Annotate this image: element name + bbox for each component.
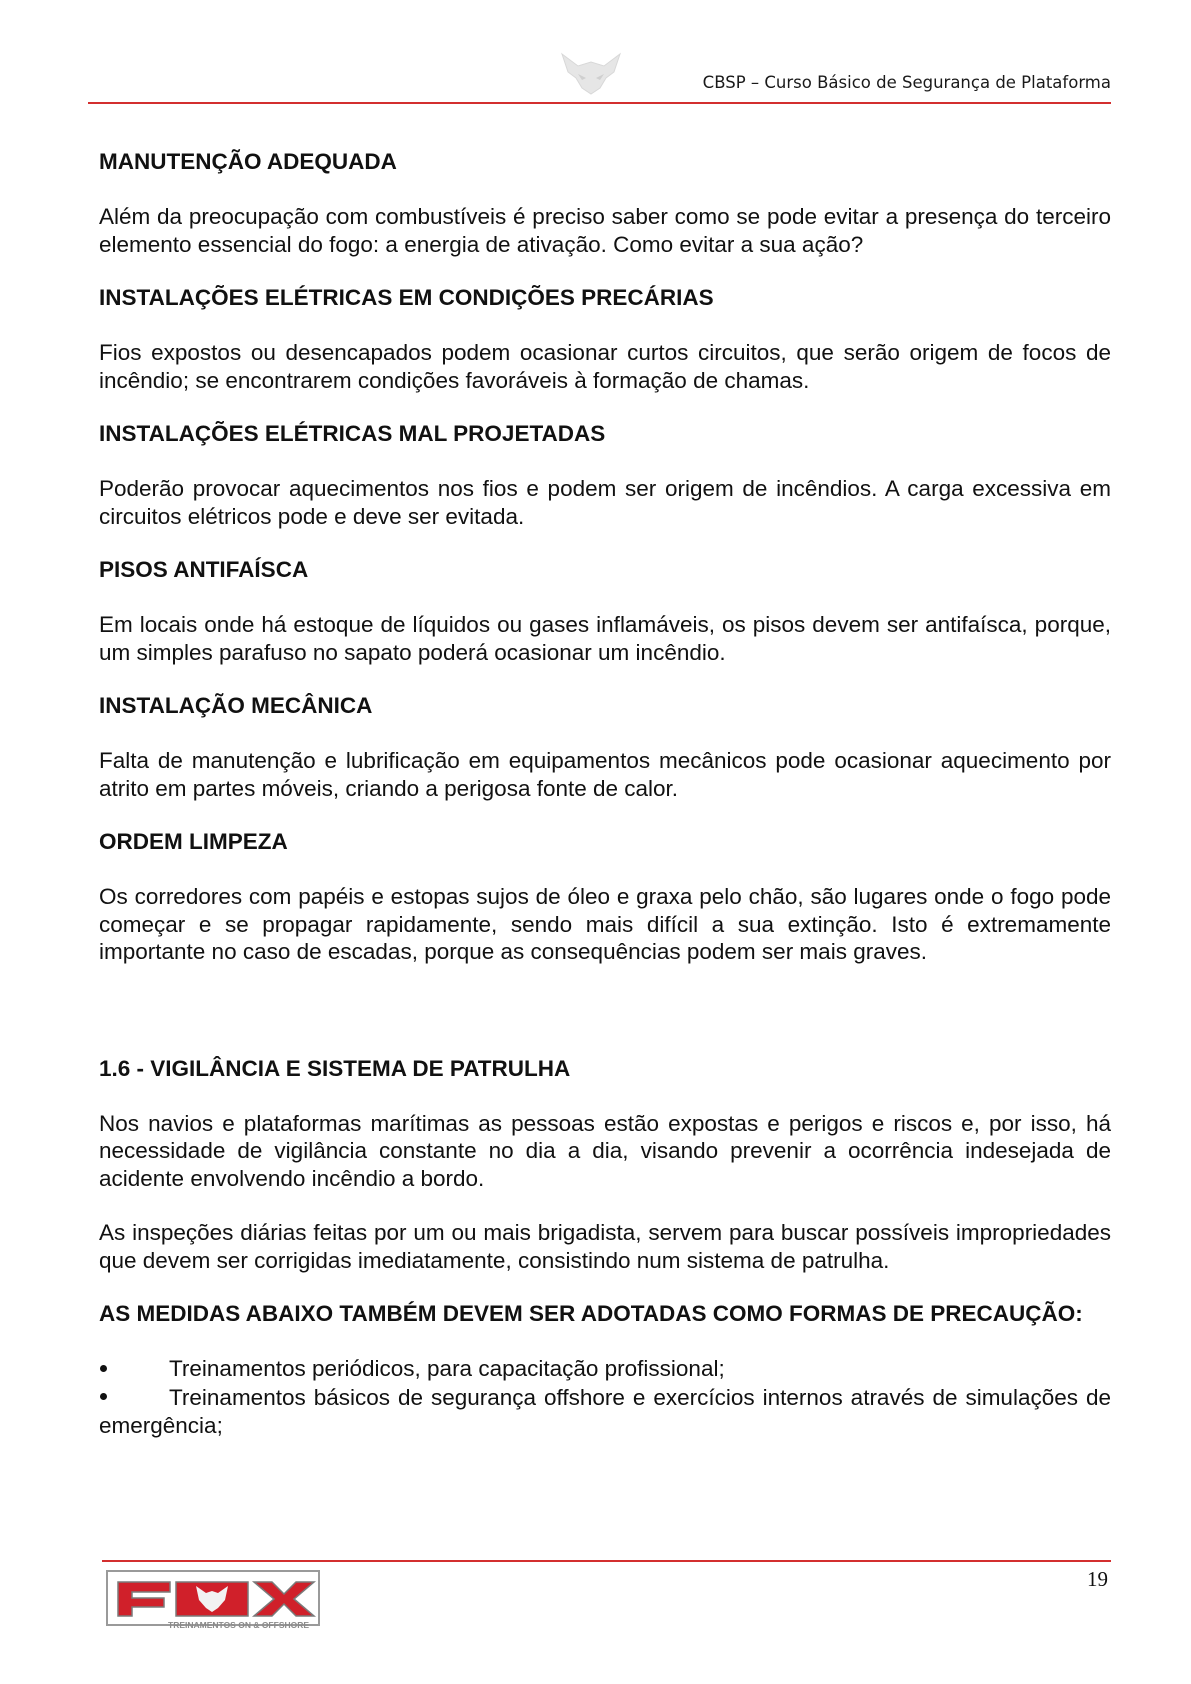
- precautions-heading: AS MEDIDAS ABAIXO TAMBÉM DEVEM SER ADOTADAS COMO FORMAS DE PRECAUÇÃO:: [99, 1301, 1083, 1326]
- section-paragraph: Em locais onde há estoque de líquidos ou gases inflamáveis, os pisos devem ser antifaísca, porque, um simples parafuso no sapato poderá ocasionar um incêndio.: [99, 612, 1111, 665]
- list-item: Treinamentos periódicos, para capacitação profissional;: [99, 1355, 1111, 1384]
- header-fox-logo-icon: [556, 48, 626, 98]
- svg-text:TREINAMENTOS ON & OFFSHORE: TREINAMENTOS ON & OFFSHORE: [168, 1620, 310, 1630]
- header-divider: [88, 102, 1111, 104]
- section-heading: INSTALAÇÕES ELÉTRICAS MAL PROJETADAS: [99, 421, 606, 446]
- section-paragraph: Além da preocupação com combustíveis é preciso saber como se pode evitar a presença do terceiro elemento essencial do fogo: a energia de ativação. Como evitar a sua ação?: [99, 204, 1111, 257]
- section-heading: PISOS ANTIFAÍSCA: [99, 557, 309, 582]
- page-content: [99, 148, 1111, 1441]
- document-header-title: CBSP – Curso Básico de Segurança de Plataforma: [702, 73, 1111, 92]
- bullet-icon: [99, 1384, 169, 1413]
- section-paragraph: Poderão provocar aquecimentos nos fios e podem ser origem de incêndios. A carga excessiva em circuitos elétricos pode e deve ser evitada.: [99, 476, 1111, 529]
- footer-divider: [102, 1560, 1111, 1562]
- section-heading: INSTALAÇÃO MECÂNICA: [99, 693, 373, 718]
- section-16-paragraph-2: As inspeções diárias feitas por um ou mais brigadista, servem para buscar possíveis impropriedades que devem ser corrigidas imediatamente, consistindo num sistema de patrulha.: [99, 1220, 1111, 1273]
- list-item: Treinamentos básicos de segurança offshore e exercícios internos através de simulações de emergência;: [99, 1384, 1111, 1438]
- section-heading: INSTALAÇÕES ELÉTRICAS EM CONDIÇÕES PRECÁRIAS: [99, 285, 714, 310]
- section-paragraph: Os corredores com papéis e estopas sujos de óleo e graxa pelo chão, são lugares onde o fogo pode começar e se propagar rapidamente, sendo mais difícil a sua extinção. Isto é extremamente importante no caso de escadas, porque as consequências podem ser mais graves.: [99, 884, 1111, 964]
- section-heading: ORDEM LIMPEZA: [99, 829, 288, 854]
- section-paragraph: Falta de manutenção e lubrificação em equipamentos mecânicos pode ocasionar aquecimento por atrito em partes móveis, criando a perigosa fonte de calor.: [99, 748, 1111, 801]
- footer-fox-logo: [106, 1570, 342, 1632]
- page-number: 19: [1087, 1567, 1108, 1591]
- section-16-heading: 1.6 - VIGILÂNCIA E SISTEMA DE PATRULHA: [99, 1055, 571, 1081]
- precautions-list: [99, 1355, 1111, 1441]
- bullet-icon: [99, 1355, 169, 1384]
- section-16-paragraph-1: Nos navios e plataformas marítimas as pessoas estão expostas e perigos e riscos e, por isso, há necessidade de vigilância constante no dia a dia, visando prevenir a ocorrência indesejada de acidente envolvendo incêndio a bordo.: [99, 1110, 1111, 1191]
- section-paragraph: Fios expostos ou desencapados podem ocasionar curtos circuitos, que serão origem de focos de incêndio; se encontrarem condições favoráveis à formação de chamas.: [99, 340, 1111, 393]
- section-heading: MANUTENÇÃO ADEQUADA: [99, 149, 397, 174]
